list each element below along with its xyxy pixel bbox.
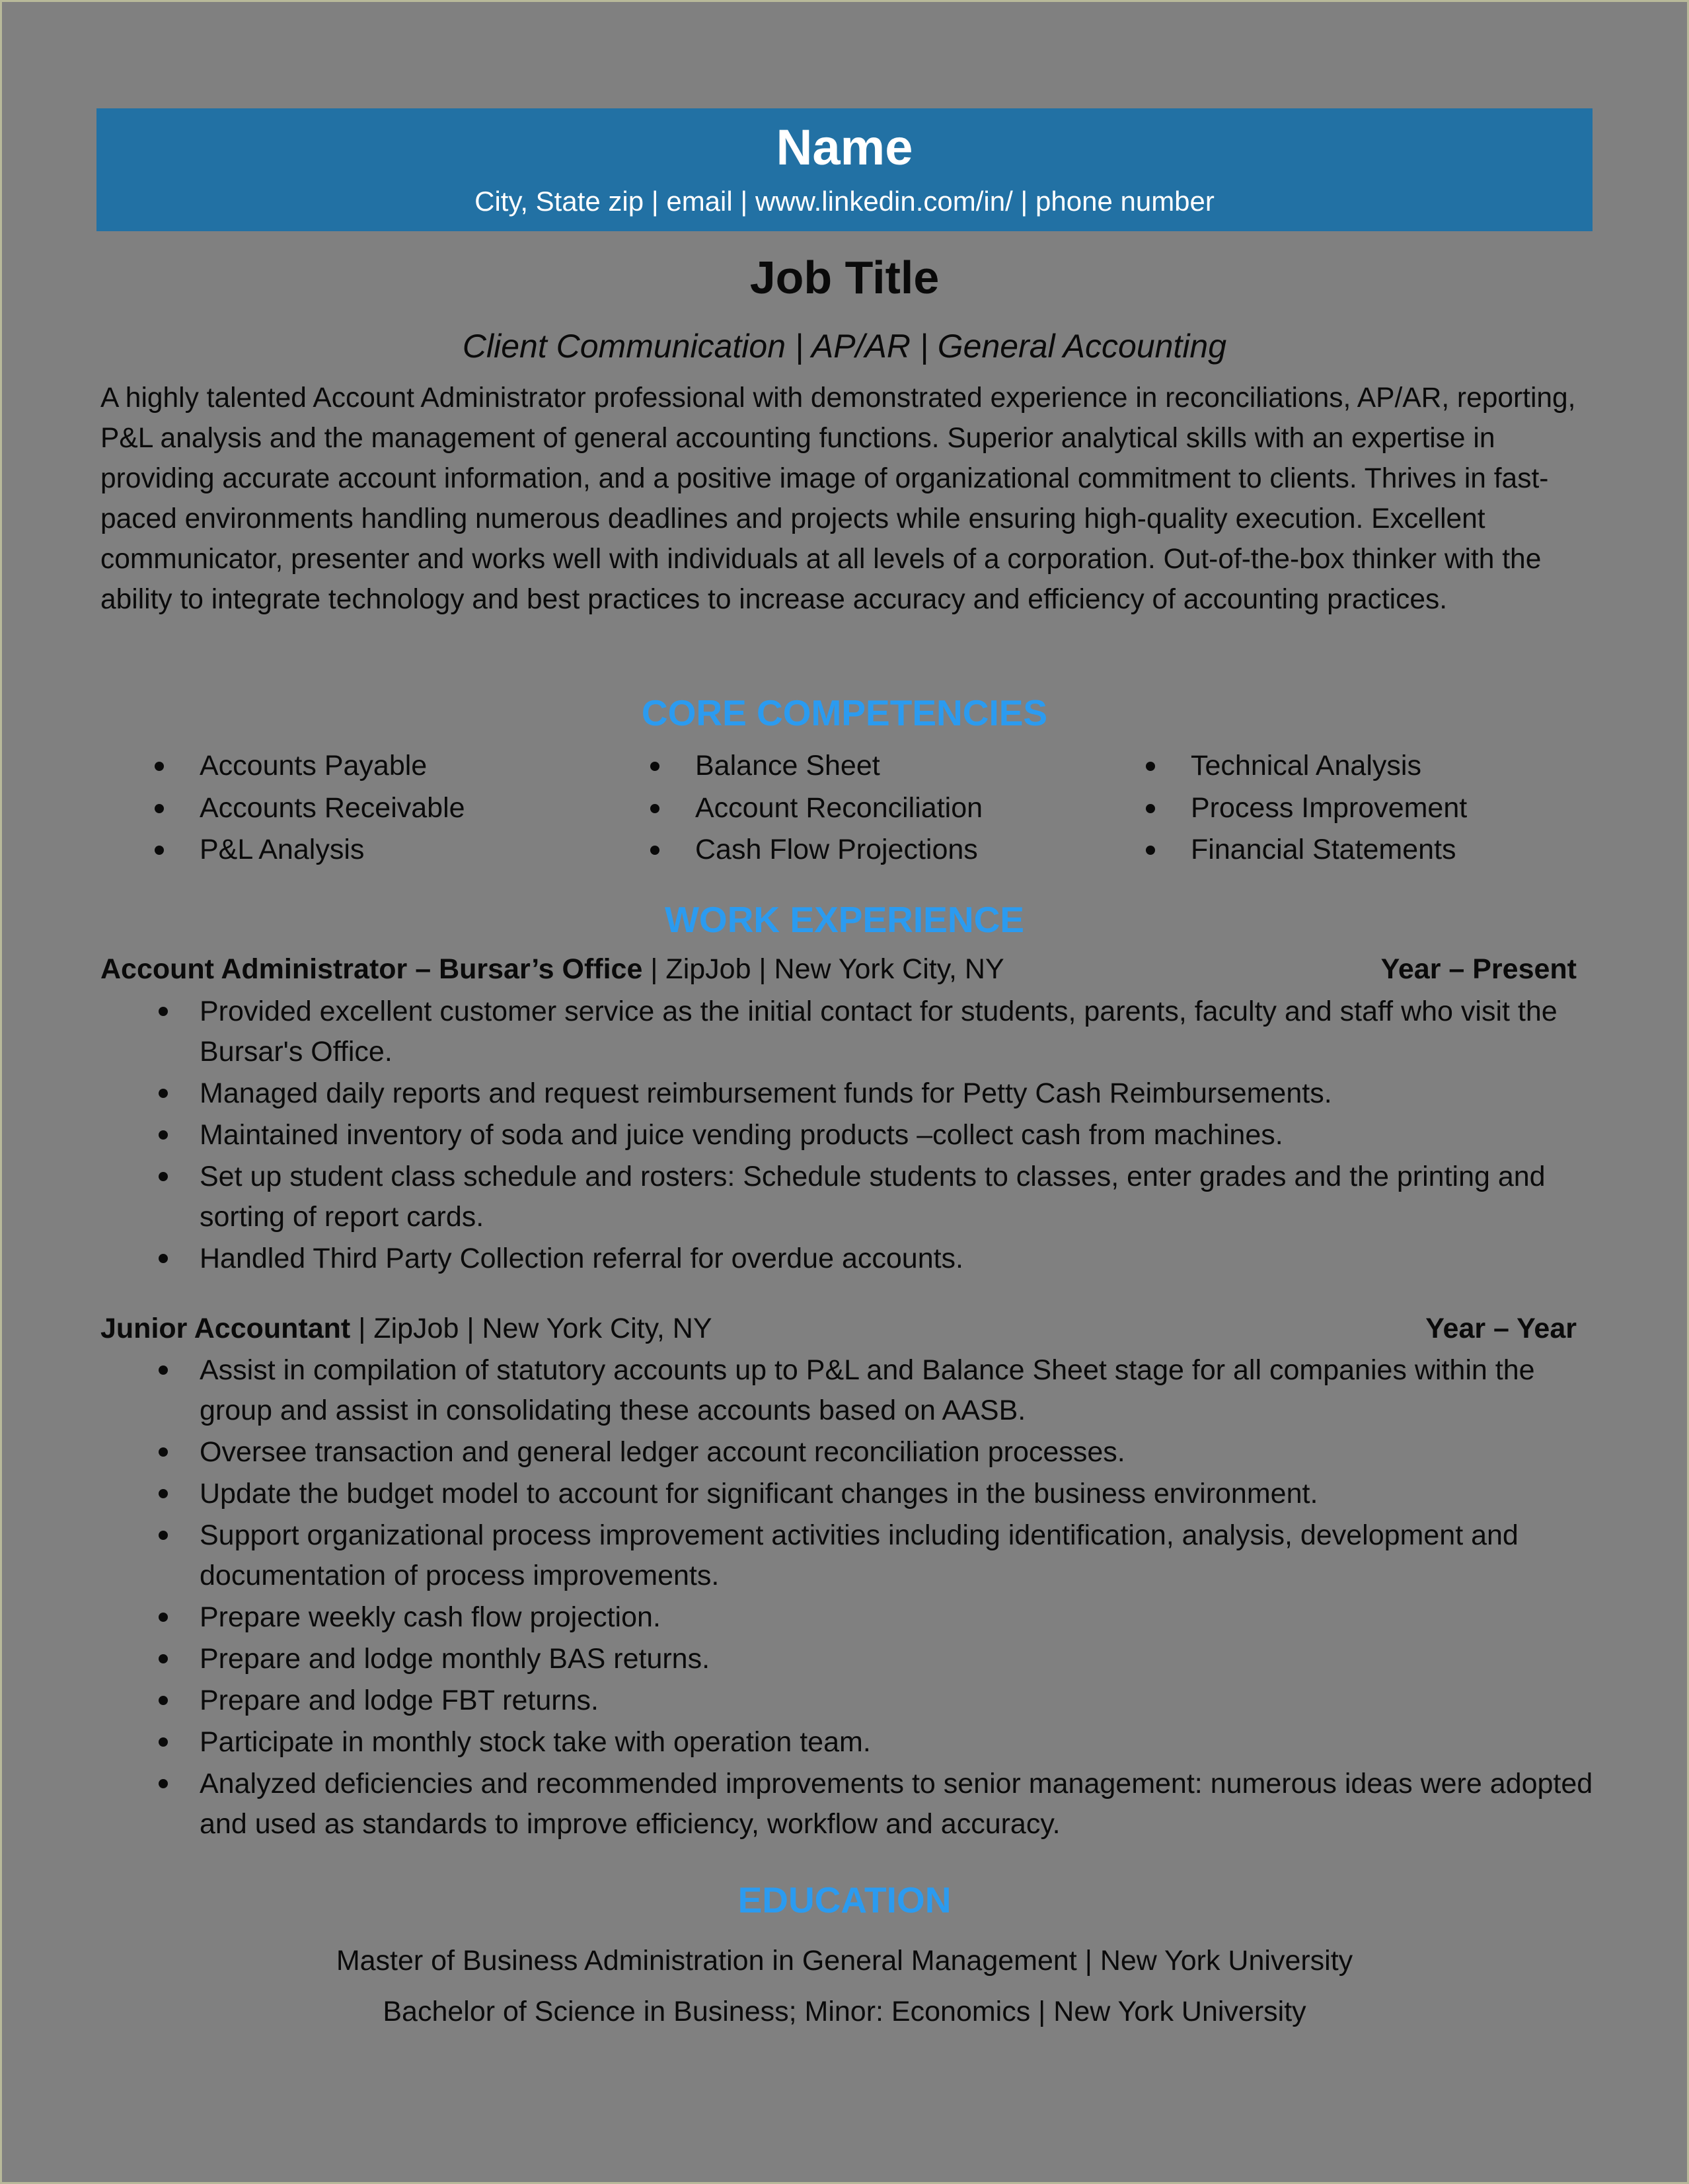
bullet-icon bbox=[159, 1737, 168, 1747]
education-item: Bachelor of Science in Business; Minor: Economics | New York University bbox=[383, 1996, 1306, 2027]
bullet-icon bbox=[1146, 846, 1155, 855]
list-item bbox=[200, 1515, 1594, 1596]
competency-item bbox=[1191, 829, 1467, 871]
bullet-icon bbox=[650, 804, 659, 813]
job-role: Account Administrator – Bursar’s Office bbox=[100, 953, 643, 985]
bullet-icon bbox=[1146, 804, 1155, 813]
bullet-text: Prepare and lodge FBT returns. bbox=[200, 1685, 599, 1716]
bullet-icon bbox=[155, 846, 164, 855]
bullet-icon bbox=[159, 1447, 168, 1457]
job-bullet-list bbox=[200, 992, 1594, 1280]
competency-item bbox=[695, 787, 983, 830]
competency-label: Accounts Receivable bbox=[200, 791, 465, 824]
list-item bbox=[200, 1432, 1594, 1473]
core-competencies-list bbox=[0, 745, 1689, 877]
list-item bbox=[200, 1474, 1594, 1514]
competency-label: Balance Sheet bbox=[695, 750, 880, 782]
job-details: | ZipJob | New York City, NY bbox=[642, 953, 1004, 985]
competency-label: P&L Analysis bbox=[200, 834, 365, 865]
job-role: Junior Accountant bbox=[100, 1313, 351, 1344]
bullet-text: Support organizational process improvement activities including identification, analysis, development and documentation of process improvements. bbox=[200, 1519, 1519, 1591]
bullet-icon bbox=[159, 1489, 168, 1498]
candidate-name: Name bbox=[776, 120, 913, 176]
bullet-icon bbox=[159, 1779, 168, 1788]
tagline: Client Communication | AP/AR | General Accounting bbox=[462, 328, 1227, 365]
competency-item bbox=[200, 787, 465, 830]
contact-line: City, State zip | email | www.linkedin.com/in/ | phone number bbox=[474, 186, 1215, 217]
bullet-icon bbox=[159, 1172, 168, 1181]
bullet-text: Prepare weekly cash flow projection. bbox=[200, 1601, 661, 1633]
competency-column-2 bbox=[695, 745, 983, 871]
competency-label: Technical Analysis bbox=[1191, 750, 1421, 782]
bullet-icon bbox=[159, 1007, 168, 1016]
job-title: Job Title bbox=[749, 252, 940, 303]
bullet-text: Maintained inventory of soda and juice vending products –collect cash from machines. bbox=[200, 1119, 1283, 1151]
competency-item bbox=[200, 745, 465, 787]
bullet-text: Prepare and lodge monthly BAS returns. bbox=[200, 1643, 710, 1675]
professional-summary: A highly talented Account Administrator professional with demonstrated experience in reconciliations, AP/AR, reporting, P&L analysis and the management of general accounting functions. Superior analytical skills with an expertise in providing accurate account information, and a positive image of organizational commitment to clients. Thrives in fast-paced environments handling numerous deadlines and projects while ensuring high-quality execution. Excellent communicator, presenter and works well with individuals at all levels of a corporation. Out-of-the-box thinker with the ability to integrate technology and best practices to increase accuracy and efficiency of accounting practices. bbox=[100, 382, 1576, 615]
job-header bbox=[100, 1309, 1577, 1349]
education-heading: EDUCATION bbox=[737, 1879, 952, 1920]
job-bullet-list bbox=[200, 1350, 1594, 1846]
bullet-text: Managed daily reports and request reimbursement funds for Petty Cash Reimbursements. bbox=[200, 1077, 1332, 1109]
competency-label: Account Reconciliation bbox=[695, 791, 983, 824]
competency-label: Accounts Payable bbox=[200, 750, 428, 782]
list-item bbox=[200, 1681, 1594, 1721]
bullet-icon bbox=[159, 1654, 168, 1663]
list-item bbox=[200, 1239, 1594, 1279]
competency-column-1 bbox=[200, 745, 465, 871]
competency-column-3 bbox=[1191, 745, 1467, 871]
bullet-icon bbox=[159, 1130, 168, 1140]
competency-item bbox=[1191, 787, 1467, 830]
bullet-icon bbox=[1146, 762, 1155, 771]
competency-item bbox=[200, 829, 465, 871]
bullet-icon bbox=[159, 1531, 168, 1540]
competency-label: Financial Statements bbox=[1191, 834, 1456, 865]
list-item bbox=[200, 1722, 1594, 1763]
bullet-text: Analyzed deficiencies and recommended improvements to senior management: numerous ideas were adopted and used as standards to improve efficiency, workflow and accuracy. bbox=[200, 1768, 1593, 1840]
list-item bbox=[200, 1597, 1594, 1638]
job-dates: Year – Present bbox=[1380, 953, 1577, 985]
list-item bbox=[200, 992, 1594, 1072]
competency-item bbox=[1191, 745, 1467, 787]
bullet-text: Handled Third Party Collection referral for overdue accounts. bbox=[200, 1243, 964, 1274]
bullet-text: Assist in compilation of statutory accounts up to P&L and Balance Sheet stage for all companies within the group and assist in consolidating these accounts based on AASB. bbox=[200, 1354, 1535, 1426]
bullet-icon bbox=[155, 804, 164, 813]
bullet-text: Update the budget model to account for significant changes in the business environment. bbox=[200, 1478, 1318, 1510]
header-banner bbox=[96, 108, 1593, 231]
bullet-icon bbox=[155, 762, 164, 771]
competency-label: Process Improvement bbox=[1191, 791, 1468, 824]
education-item: Master of Business Administration in General Management | New York University bbox=[336, 1945, 1353, 1977]
bullet-text: Provided excellent customer service as the initial contact for students, parents, faculty and staff who visit the Bursar's Office. bbox=[200, 996, 1558, 1068]
bullet-icon bbox=[159, 1365, 168, 1375]
bullet-text: Oversee transaction and general ledger account reconciliation processes. bbox=[200, 1436, 1125, 1468]
list-item bbox=[200, 1157, 1594, 1237]
list-item bbox=[200, 1639, 1594, 1679]
competency-label: Cash Flow Projections bbox=[695, 834, 978, 865]
job-header bbox=[100, 949, 1577, 990]
core-competencies-heading: CORE COMPETENCIES bbox=[641, 692, 1048, 733]
competency-item bbox=[695, 829, 983, 871]
bullet-icon bbox=[159, 1254, 168, 1263]
bullet-text: Participate in monthly stock take with operation team. bbox=[200, 1726, 871, 1758]
bullet-icon bbox=[159, 1089, 168, 1098]
list-item bbox=[200, 1115, 1594, 1155]
job-dates: Year – Year bbox=[1425, 1313, 1577, 1344]
list-item bbox=[200, 1350, 1594, 1431]
competency-item bbox=[695, 745, 983, 787]
list-item bbox=[200, 1074, 1594, 1114]
bullet-text: Set up student class schedule and rosters: Schedule students to classes, enter grades and the printing and sorting of report cards. bbox=[200, 1161, 1546, 1233]
bullet-icon bbox=[650, 846, 659, 855]
bullet-icon bbox=[159, 1613, 168, 1622]
job-details: | ZipJob | New York City, NY bbox=[350, 1313, 712, 1344]
work-experience-heading: WORK EXPERIENCE bbox=[665, 899, 1024, 940]
bullet-icon bbox=[159, 1696, 168, 1705]
list-item bbox=[200, 1764, 1594, 1844]
bullet-icon bbox=[650, 762, 659, 771]
